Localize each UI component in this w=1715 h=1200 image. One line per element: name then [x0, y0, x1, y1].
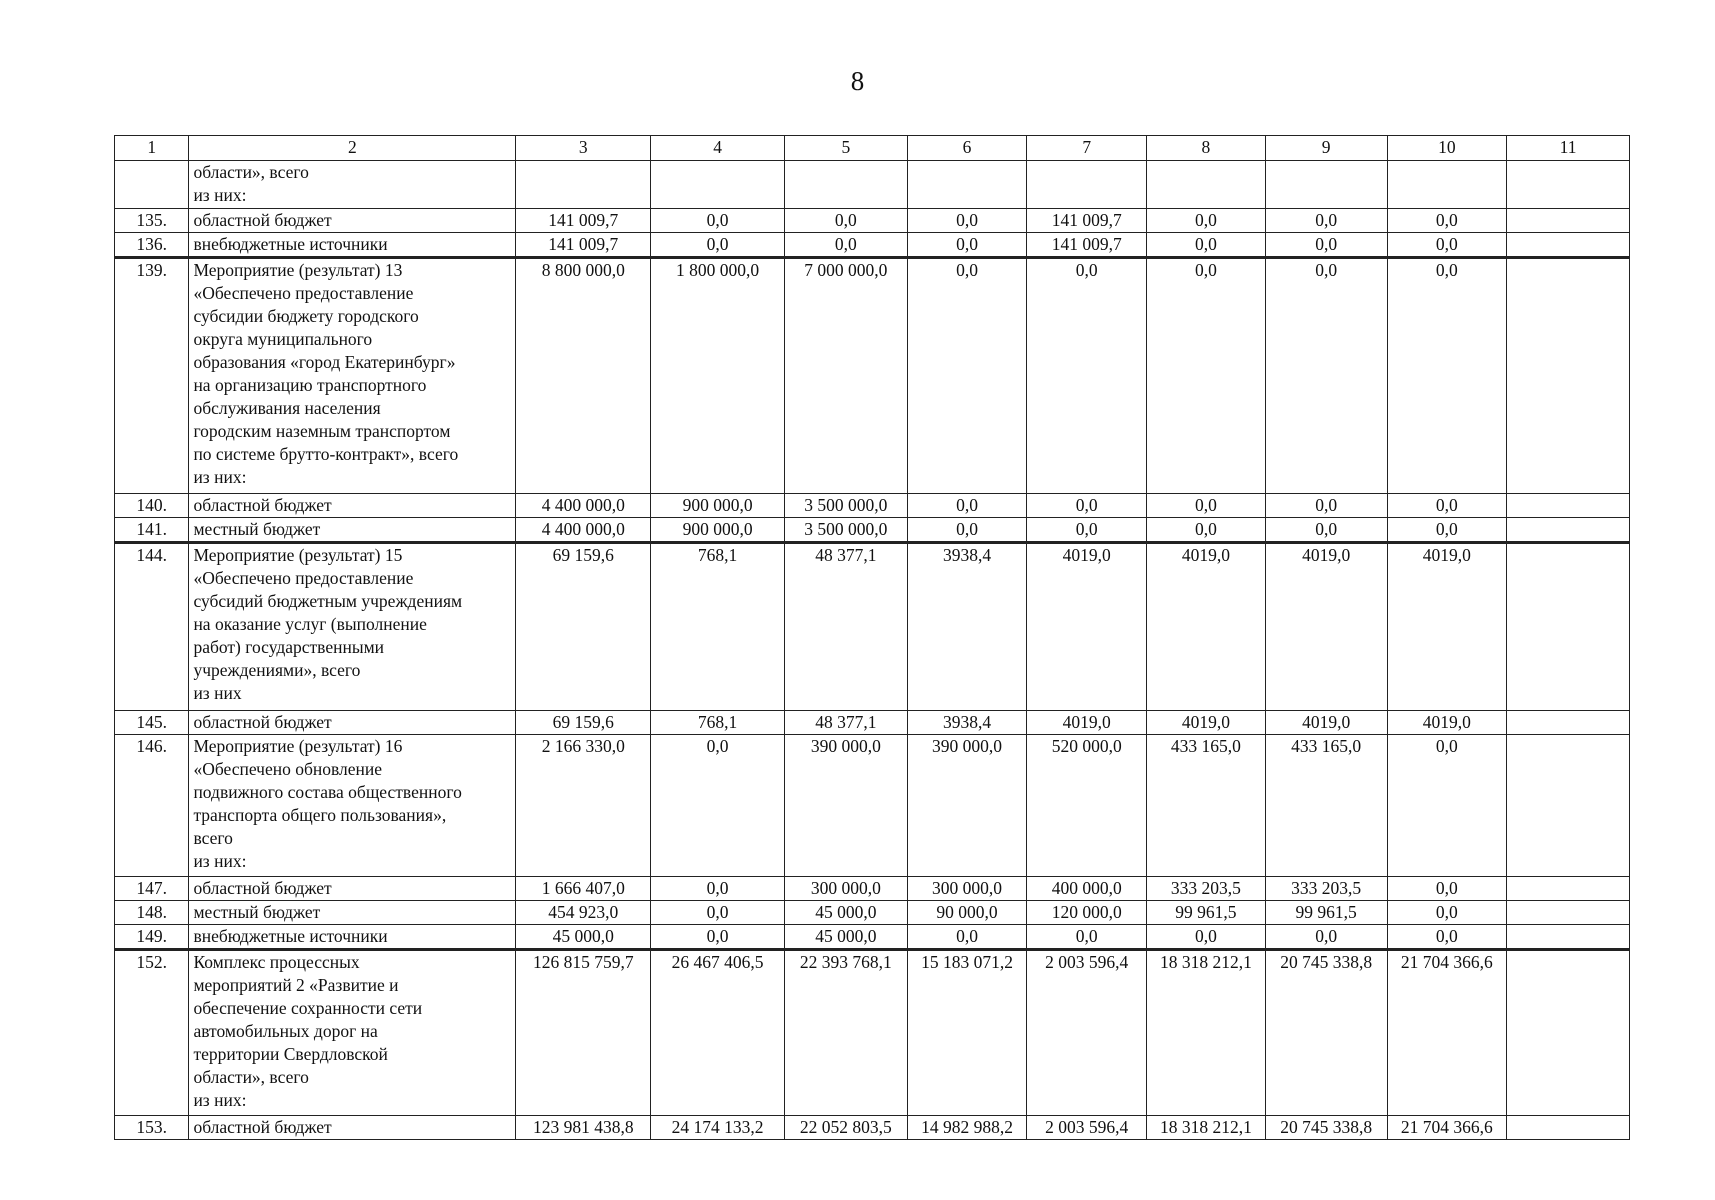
row-number: 140.	[115, 494, 189, 518]
description-line: Мероприятие (результат) 13	[193, 260, 403, 280]
row-description	[189, 877, 516, 901]
value-cell	[1507, 711, 1630, 735]
value-cell: 0,0	[1387, 518, 1507, 543]
row-description	[189, 233, 516, 258]
value-cell	[1507, 543, 1630, 711]
value-cell: 768,1	[651, 543, 785, 711]
value-cell	[1507, 233, 1630, 258]
row-number: 145.	[115, 711, 189, 735]
row-number: 153.	[115, 1116, 189, 1140]
value-cell: 0,0	[1387, 494, 1507, 518]
description-line: на оказание услуг (выполнение	[193, 614, 427, 634]
value-cell: 0,0	[1027, 518, 1147, 543]
row-number: 148.	[115, 901, 189, 925]
value-cell	[1507, 518, 1630, 543]
value-cell: 4019,0	[1147, 711, 1266, 735]
value-cell: 0,0	[907, 209, 1027, 233]
value-cell: 8 800 000,0	[516, 258, 651, 494]
column-header: 6	[907, 136, 1027, 161]
row-description	[189, 543, 516, 711]
description-line: обслуживания населения	[193, 398, 381, 418]
value-cell	[784, 161, 907, 209]
description-line: работ) государственными	[193, 637, 385, 657]
value-cell: 390 000,0	[907, 735, 1027, 877]
value-cell: 900 000,0	[651, 518, 785, 543]
table-row	[115, 494, 1630, 518]
value-cell	[1027, 161, 1147, 209]
description-line: из них:	[193, 851, 247, 871]
value-cell	[651, 161, 785, 209]
row-description	[189, 735, 516, 877]
value-cell	[1507, 161, 1630, 209]
description-line: областной бюджет	[193, 210, 332, 230]
row-description	[189, 925, 516, 950]
table-row	[115, 1116, 1630, 1140]
value-cell: 0,0	[651, 877, 785, 901]
value-cell: 21 704 366,6	[1387, 950, 1507, 1116]
value-cell: 126 815 759,7	[516, 950, 651, 1116]
value-cell: 433 165,0	[1265, 735, 1387, 877]
value-cell: 141 009,7	[1027, 233, 1147, 258]
column-header: 8	[1147, 136, 1266, 161]
value-cell: 0,0	[784, 233, 907, 258]
value-cell: 45 000,0	[784, 901, 907, 925]
value-cell: 0,0	[1387, 925, 1507, 950]
column-header: 2	[189, 136, 516, 161]
value-cell: 768,1	[651, 711, 785, 735]
value-cell: 15 183 071,2	[907, 950, 1027, 1116]
description-line: мероприятий 2 «Развитие и	[193, 975, 399, 995]
value-cell: 4019,0	[1387, 711, 1507, 735]
value-cell: 90 000,0	[907, 901, 1027, 925]
description-line: области», всего	[193, 1067, 309, 1087]
description-line: Комплекс процессных	[193, 952, 360, 972]
value-cell: 0,0	[651, 233, 785, 258]
value-cell: 0,0	[1265, 258, 1387, 494]
description-line: обеспечение сохранности сети	[193, 998, 423, 1018]
value-cell	[516, 161, 651, 209]
value-cell: 141 009,7	[516, 209, 651, 233]
value-cell: 4019,0	[1265, 543, 1387, 711]
row-number: 149.	[115, 925, 189, 950]
value-cell	[907, 161, 1027, 209]
row-description	[189, 711, 516, 735]
row-description	[189, 518, 516, 543]
budget-table	[114, 135, 1630, 1140]
value-cell	[1507, 1116, 1630, 1140]
value-cell: 1 800 000,0	[651, 258, 785, 494]
value-cell: 99 961,5	[1147, 901, 1266, 925]
description-line: субсидий бюджетным учреждениям	[193, 591, 463, 611]
value-cell: 22 393 768,1	[784, 950, 907, 1116]
value-cell: 4 400 000,0	[516, 518, 651, 543]
value-cell: 69 159,6	[516, 543, 651, 711]
value-cell: 0,0	[1265, 494, 1387, 518]
value-cell: 0,0	[1265, 925, 1387, 950]
row-description	[189, 258, 516, 494]
description-line: из них	[193, 683, 242, 703]
row-description	[189, 494, 516, 518]
table-row	[115, 233, 1630, 258]
value-cell: 0,0	[1027, 258, 1147, 494]
value-cell: 300 000,0	[784, 877, 907, 901]
value-cell: 433 165,0	[1147, 735, 1266, 877]
row-number: 135.	[115, 209, 189, 233]
value-cell: 120 000,0	[1027, 901, 1147, 925]
value-cell: 3 500 000,0	[784, 494, 907, 518]
value-cell	[1507, 735, 1630, 877]
table-row	[115, 950, 1630, 1116]
value-cell	[1265, 161, 1387, 209]
value-cell	[1147, 161, 1266, 209]
value-cell: 3938,4	[907, 543, 1027, 711]
value-cell: 0,0	[1147, 494, 1266, 518]
value-cell: 0,0	[907, 518, 1027, 543]
value-cell: 24 174 133,2	[651, 1116, 785, 1140]
value-cell: 0,0	[1387, 258, 1507, 494]
description-line: автомобильных дорог на	[193, 1021, 378, 1041]
value-cell: 3938,4	[907, 711, 1027, 735]
value-cell: 26 467 406,5	[651, 950, 785, 1116]
value-cell: 4 400 000,0	[516, 494, 651, 518]
value-cell: 0,0	[1265, 233, 1387, 258]
value-cell	[1507, 950, 1630, 1116]
value-cell: 4019,0	[1027, 543, 1147, 711]
value-cell: 141 009,7	[516, 233, 651, 258]
row-number: 146.	[115, 735, 189, 877]
value-cell: 14 982 988,2	[907, 1116, 1027, 1140]
column-header: 10	[1387, 136, 1507, 161]
value-cell: 0,0	[907, 233, 1027, 258]
value-cell: 48 377,1	[784, 543, 907, 711]
table-row	[115, 518, 1630, 543]
table-row	[115, 901, 1630, 925]
value-cell: 2 003 596,4	[1027, 950, 1147, 1116]
value-cell: 20 745 338,8	[1265, 1116, 1387, 1140]
value-cell: 0,0	[651, 901, 785, 925]
column-header: 1	[115, 136, 189, 161]
description-line: внебюджетные источники	[193, 234, 388, 254]
row-number: 147.	[115, 877, 189, 901]
value-cell: 4019,0	[1147, 543, 1266, 711]
page-number: 8	[850, 66, 865, 96]
value-cell: 390 000,0	[784, 735, 907, 877]
value-cell: 0,0	[1027, 925, 1147, 950]
description-line: округа муниципального	[193, 329, 373, 349]
value-cell: 4019,0	[1265, 711, 1387, 735]
table-row	[115, 735, 1630, 877]
description-line: всего	[193, 828, 233, 848]
description-line: «Обеспечено предоставление	[193, 283, 414, 303]
table-row	[115, 161, 1630, 209]
value-cell: 18 318 212,1	[1147, 1116, 1266, 1140]
description-line: Мероприятие (результат) 16	[193, 736, 403, 756]
description-line: областной бюджет	[193, 712, 332, 732]
value-cell: 300 000,0	[907, 877, 1027, 901]
value-cell: 3 500 000,0	[784, 518, 907, 543]
description-line: местный бюджет	[193, 902, 321, 922]
description-line: областной бюджет	[193, 878, 332, 898]
description-line: из них:	[193, 467, 247, 487]
description-line: транспорта общего пользования»,	[193, 805, 447, 825]
row-number: 141.	[115, 518, 189, 543]
row-description	[189, 1116, 516, 1140]
value-cell: 141 009,7	[1027, 209, 1147, 233]
value-cell: 0,0	[1027, 494, 1147, 518]
value-cell: 45 000,0	[516, 925, 651, 950]
value-cell: 0,0	[907, 494, 1027, 518]
value-cell: 45 000,0	[784, 925, 907, 950]
description-line: внебюджетные источники	[193, 926, 388, 946]
description-line: из них:	[193, 185, 247, 205]
column-header: 11	[1507, 136, 1630, 161]
value-cell: 21 704 366,6	[1387, 1116, 1507, 1140]
value-cell: 520 000,0	[1027, 735, 1147, 877]
header-row	[115, 136, 1630, 161]
table-row	[115, 209, 1630, 233]
value-cell: 4019,0	[1387, 543, 1507, 711]
value-cell: 0,0	[651, 209, 785, 233]
value-cell	[1507, 901, 1630, 925]
description-line: на организацию транспортного	[193, 375, 427, 395]
value-cell: 454 923,0	[516, 901, 651, 925]
value-cell: 0,0	[1147, 209, 1266, 233]
value-cell	[1507, 209, 1630, 233]
description-line: из них:	[193, 1090, 247, 1110]
column-header: 5	[784, 136, 907, 161]
value-cell	[1507, 494, 1630, 518]
value-cell: 22 052 803,5	[784, 1116, 907, 1140]
value-cell: 0,0	[907, 925, 1027, 950]
value-cell: 2 003 596,4	[1027, 1116, 1147, 1140]
description-line: учреждениями», всего	[193, 660, 361, 680]
description-line: по системе брутто-контракт», всего	[193, 444, 459, 464]
table-row	[115, 711, 1630, 735]
value-cell: 18 318 212,1	[1147, 950, 1266, 1116]
column-header: 4	[651, 136, 785, 161]
value-cell: 0,0	[1147, 258, 1266, 494]
value-cell: 2 166 330,0	[516, 735, 651, 877]
value-cell	[1507, 258, 1630, 494]
description-line: субсидии бюджету городского	[193, 306, 419, 326]
value-cell: 900 000,0	[651, 494, 785, 518]
description-line: «Обеспечено предоставление	[193, 568, 414, 588]
row-number: 152.	[115, 950, 189, 1116]
description-line: подвижного состава общественного	[193, 782, 462, 802]
table-row	[115, 543, 1630, 711]
row-description	[189, 161, 516, 209]
column-header: 3	[516, 136, 651, 161]
value-cell: 7 000 000,0	[784, 258, 907, 494]
value-cell: 0,0	[1147, 925, 1266, 950]
value-cell	[1507, 925, 1630, 950]
description-line: Мероприятие (результат) 15	[193, 545, 403, 565]
value-cell: 1 666 407,0	[516, 877, 651, 901]
row-number: 136.	[115, 233, 189, 258]
value-cell: 0,0	[651, 925, 785, 950]
value-cell: 99 961,5	[1265, 901, 1387, 925]
description-line: областной бюджет	[193, 495, 332, 515]
value-cell: 0,0	[1387, 209, 1507, 233]
row-number	[115, 161, 189, 209]
value-cell: 0,0	[651, 735, 785, 877]
description-line: областной бюджет	[193, 1117, 332, 1137]
value-cell: 123 981 438,8	[516, 1116, 651, 1140]
column-header: 9	[1265, 136, 1387, 161]
value-cell: 0,0	[1387, 877, 1507, 901]
value-cell: 69 159,6	[516, 711, 651, 735]
table-row	[115, 925, 1630, 950]
value-cell: 333 203,5	[1265, 877, 1387, 901]
value-cell: 0,0	[1387, 735, 1507, 877]
row-description	[189, 901, 516, 925]
description-line: области», всего	[193, 162, 309, 182]
description-line: территории Свердловской	[193, 1044, 388, 1064]
value-cell: 0,0	[1265, 518, 1387, 543]
row-number: 139.	[115, 258, 189, 494]
value-cell: 0,0	[1265, 209, 1387, 233]
value-cell: 20 745 338,8	[1265, 950, 1387, 1116]
table-row	[115, 877, 1630, 901]
value-cell: 0,0	[907, 258, 1027, 494]
value-cell: 0,0	[784, 209, 907, 233]
description-line: «Обеспечено обновление	[193, 759, 383, 779]
value-cell: 0,0	[1147, 518, 1266, 543]
value-cell: 0,0	[1387, 233, 1507, 258]
value-cell: 0,0	[1387, 901, 1507, 925]
value-cell	[1507, 877, 1630, 901]
row-description	[189, 209, 516, 233]
value-cell: 48 377,1	[784, 711, 907, 735]
table-row	[115, 258, 1630, 494]
value-cell: 4019,0	[1027, 711, 1147, 735]
description-line: местный бюджет	[193, 519, 321, 539]
row-number: 144.	[115, 543, 189, 711]
table-body	[115, 161, 1630, 1140]
value-cell: 0,0	[1147, 233, 1266, 258]
column-header: 7	[1027, 136, 1147, 161]
row-description	[189, 950, 516, 1116]
value-cell: 400 000,0	[1027, 877, 1147, 901]
value-cell	[1387, 161, 1507, 209]
description-line: образования «город Екатеринбург»	[193, 352, 456, 372]
description-line: городским наземным транспортом	[193, 421, 451, 441]
value-cell: 333 203,5	[1147, 877, 1266, 901]
